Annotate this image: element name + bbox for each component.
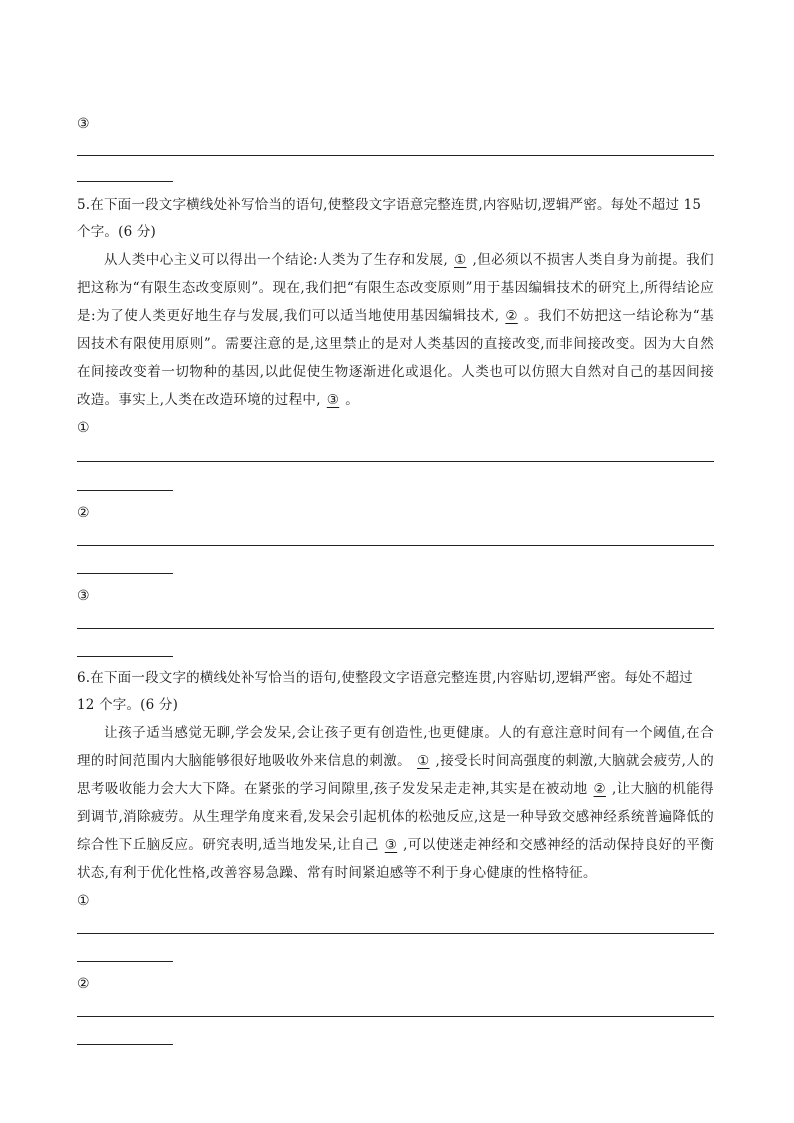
question-6-stem-line2: 12 个字。(6 分) (77, 697, 179, 713)
answer-mark-2: ② (77, 976, 90, 992)
question-5-stem-line2: 个字。(6 分) (77, 224, 157, 240)
question-6-stem-line1: 6.在下面一段文字的横线处补写恰当的语句,使整段文字语意完整连贯,内容贴切,逻辑严密。每处不超过 (77, 670, 693, 686)
answer-line-short[interactable] (77, 1044, 173, 1045)
passage-text: ,让大脑的机能得到调节,消除疲劳。从生理学角度来看,发呆会引起机体的松弛反应,这是一种导致交感神经系统普遍降低的综合性下丘脑反应。研究表明,适当地发呆,让自己 (77, 781, 714, 853)
passage-text: 让孩子适当感觉无聊,学会发呆,会让孩子更有创造性,也更健康。人的有意注意时间有一个阈值,在合理的时间范围内大脑能够很好地吸收外来信息的刺激。 (77, 725, 714, 769)
blank-2: ② (505, 308, 518, 324)
answer-mark-1: ① (77, 420, 90, 436)
passage-text: 从人类中心主义可以得出一个结论:人类为了生存和发展, (104, 252, 449, 268)
answer-mark-2: ② (77, 505, 90, 521)
question-5-passage (77, 246, 714, 414)
passage-text: ,可以使迷走神经和交感神经的活动保持良好的平衡状态,有利于优化性格,改善容易急躁、常有时间紧迫感等不利于身心健康的性格特征。 (77, 837, 714, 881)
blank-3: ③ (326, 392, 340, 408)
question-5-stem-line1: 5.在下面一段文字横线处补写恰当的语句,使整段文字语意完整连贯,内容贴切,逻辑严密。每处不超过 15 (77, 197, 702, 213)
question-5-stem (77, 192, 714, 246)
blank-2: ② (593, 781, 606, 797)
question-6-stem (77, 665, 714, 719)
document-page (77, 0, 714, 1045)
passage-text: ,接受长时间高强度的刺激,大脑就会疲劳,人的思考吸收能力会大大下降。在紧张的学习间隙里,孩子发发呆走走神,其实是在被动地 (77, 753, 714, 797)
passage-text: 。我们不妨把这一结论称为“基因技术有限使用原则”。需要注意的是,这里禁止的是对人类基因的直接改变,而非间接改变。因为大自然在间接改变着一切物种的基因,以此促使生物逐渐进化或退化。人类也可以仿照大自然对自己的基因间接改造。事实上,人类在改造环境的过程中, (77, 308, 714, 408)
blank-1: ① (417, 753, 430, 769)
question-6-passage (77, 719, 714, 887)
answer-mark-1: ① (77, 893, 90, 909)
blank-3: ③ (384, 837, 398, 853)
passage-text: 。 (345, 392, 360, 408)
blank-1: ① (454, 252, 467, 268)
answer-mark-3: ③ (77, 588, 90, 604)
passage-text: ,但必须以不损害人类自身为前提。我们把这称为“有限生态改变原则”。现在,我们把“有限生态改变原则”用于基因编辑技术的研究上,所得结论应是:为了使人类更好地生存与发展,我们可以适当地使用基因编辑技术, (77, 252, 714, 324)
answer-mark-3: ③ (77, 116, 90, 132)
